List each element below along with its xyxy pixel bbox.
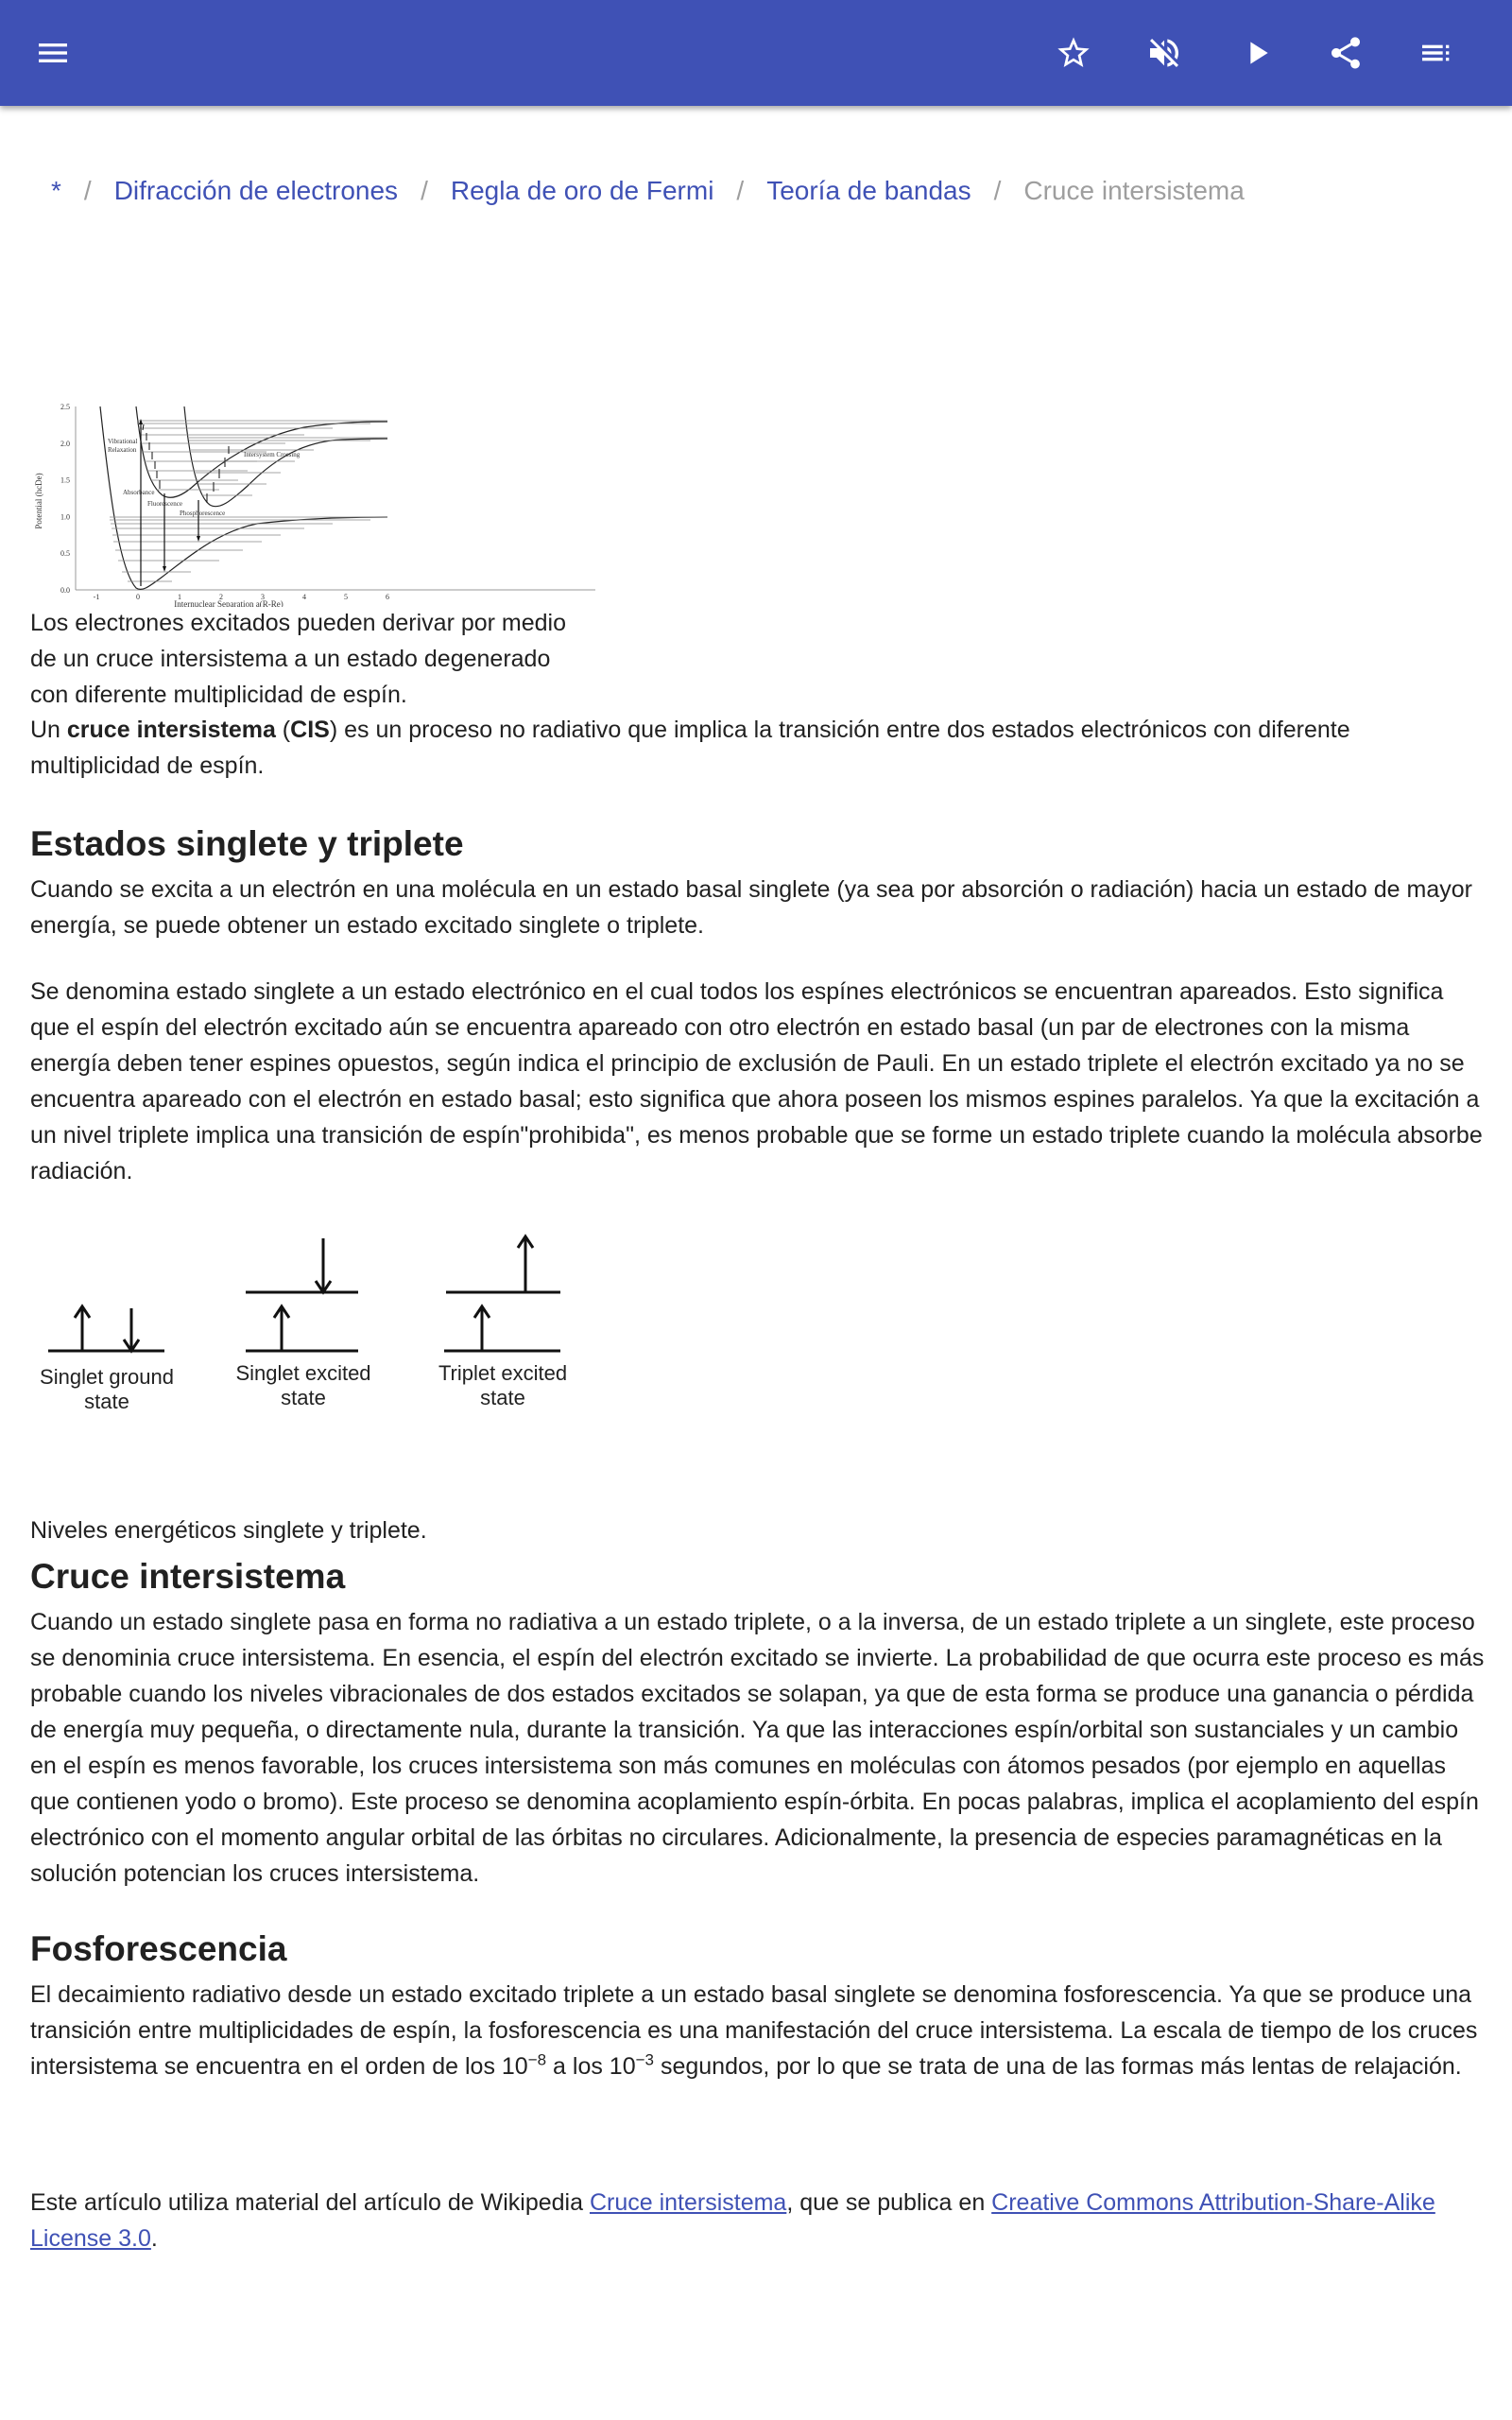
- x-tick-label: 3: [261, 593, 265, 601]
- x-tick-label: 2: [219, 593, 223, 601]
- annotation-absorbance: Absorbance: [123, 489, 155, 496]
- section-title-intersystem-crossing: Cruce intersistema: [30, 1557, 346, 1596]
- x-tick-label: 5: [344, 593, 348, 601]
- label-singlet-ground-line1: Singlet ground: [40, 1365, 174, 1389]
- breadcrumb-separator: /: [993, 176, 1002, 205]
- figure2-caption: Niveles energéticos singlete y triplete.: [30, 1517, 427, 1544]
- intro-paragraph: [30, 712, 1486, 784]
- y-tick-label: 1.5: [60, 475, 70, 485]
- label-singlet-ground-line2: state: [84, 1390, 129, 1413]
- y-tick-label: 2.5: [60, 403, 70, 411]
- energy-levels-diagram[interactable]: [30, 1221, 597, 1477]
- y-tick-label: 0.0: [60, 586, 70, 595]
- y-tick-label: 2.0: [60, 439, 70, 448]
- section-title-phosphorescence: Fosforescencia: [30, 1929, 287, 1968]
- footer-text: Este artículo utiliza material del artículo de Wikipedia: [30, 2189, 590, 2216]
- caption-line: con diferente multiplicidad de espín.: [30, 682, 407, 708]
- breadcrumb-item-teoria-bandas[interactable]: Teoría de bandas: [766, 176, 971, 205]
- x-axis-label: Internuclear Separation a(R-Re): [174, 599, 284, 607]
- share-button[interactable]: [1319, 26, 1372, 79]
- caption-line: Los electrones excitados pueden derivar por medio: [30, 610, 567, 636]
- intro-abbreviation: CIS: [290, 717, 330, 743]
- breadcrumb-item-regla-oro[interactable]: Regla de oro de Fermi: [450, 176, 714, 205]
- paragraph: Cuando se excita a un electrón en una molécula en un estado basal singlete (ya sea por absorción o radiación) hacia un estado de mayor energía, se puede obtener un estado excitado singlete o triplete.: [30, 876, 1472, 939]
- x-tick-label: 0: [136, 593, 140, 601]
- paragraph: Cuando un estado singlete pasa en forma no radiativa a un estado triplete, o a la inversa, de un estado triplete a un singlete, este proceso se denominia cruce intersistema. En esencia, el espín del electrón excitado se invierte. La probabilidad de que ocurra este proceso es más probable cuando los niveles vibracionales de dos estados excitados se solapan, ya que de esta forma se produce una ganancia o pérdida de energía muy pequeña, o directamente nula, durante la transición. Ya que las interacciones espín/orbital son sustanciales y un cambio en el espín es menos favorable, los cruces intersistema son más comunes en moléculas con átomos pesados (por ejemplo en aquellas que contienen yodo o bromo). Este proceso se denomina acoplamiento espín-órbita. En pocas palabras, implica el acoplamiento del espín electrónico con el momento angular orbital de las órbitas no circulares. Adicionalmente, la presencia de especies paramagnéticas en la solución potencian los cruces intersistema.: [30, 1609, 1485, 1887]
- breadcrumb: [51, 172, 1245, 210]
- section-title-singlet-triplet: Estados singlete y triplete: [30, 824, 464, 863]
- label-singlet-excited-line2: state: [281, 1386, 326, 1409]
- annotation-relaxation: Relaxation: [108, 446, 137, 454]
- breadcrumb-separator: /: [421, 176, 428, 205]
- play-icon: [1238, 34, 1276, 72]
- label-singlet-excited-line1: Singlet excited: [235, 1361, 371, 1385]
- y-tick-labels: [60, 403, 70, 595]
- x-tick-label: 1: [178, 593, 181, 601]
- phosphorescence-arrowhead: [197, 536, 200, 542]
- paragraph-text: segundos, por lo que se trata de una de las formas más lentas de relajación.: [654, 2053, 1462, 2080]
- attribution-footer: [30, 2185, 1486, 2256]
- annotation-phosphorescence: Phosphorescence: [180, 510, 226, 517]
- paragraph: Se denomina estado singlete a un estado electrónico en el cual todos los espínes electrónicos se encuentran apareados. Esto significa que el espín del electrón excitado aún se encuentra apareado con otro electrón en estado basal (un par de electrones con la misma energía deben tener espines opuestos, según indica el principio de exclusión de Pauli. En un estado triplete el electrón excitado ya no se encuentra apareado con el electrón en estado basal; esto significa que ahora poseen los mismos espines paralelos. Ya que la excitación a un nivel triplete implica una transición de espín"prohibida", es menos probable que se forme un estado triplete cuando la molécula absorbe radiación.: [30, 978, 1483, 1184]
- breadcrumb-item-home[interactable]: *: [51, 176, 61, 205]
- share-icon: [1327, 34, 1365, 72]
- mute-button[interactable]: [1138, 26, 1191, 79]
- volume-off-icon: [1145, 34, 1183, 72]
- energy-levels-diagram-svg: [30, 1221, 597, 1477]
- bookmark-button[interactable]: [1047, 26, 1100, 79]
- figure1-caption: [30, 605, 616, 713]
- star-outline-icon: [1055, 34, 1092, 72]
- menu-icon: [34, 34, 72, 72]
- menu-button[interactable]: [26, 26, 79, 79]
- wikipedia-article-link[interactable]: Cruce intersistema: [589, 2189, 787, 2216]
- absorbance-arrowhead: [139, 419, 143, 424]
- app-bar: [0, 0, 1512, 106]
- fluorescence-arrowhead: [163, 566, 166, 572]
- paragraph-text: El decaimiento radiativo desde un estado excitado triplete a un estado basal singlete se denomina fosforescencia. Ya que se produce una transición entre multiplicidades de espín, la fosforescencia es una manifestación del cruce intersistema. La escala de tiempo de los cruces intersistema se encuentra en el orden de los 10: [30, 1981, 1478, 2080]
- play-button[interactable]: [1230, 26, 1283, 79]
- playlist-icon: [1418, 34, 1455, 72]
- footer-text: .: [150, 2225, 158, 2252]
- y-tick-label: 0.5: [60, 549, 70, 559]
- y-tick-label: 1.0: [60, 512, 70, 522]
- intro-text: ) es un proceso no radiativo que implica la transición entre dos estados electrónicos con diferente multiplicidad de espín.: [30, 717, 1350, 779]
- annotation-fluorescence: Fluorescence: [147, 500, 182, 508]
- intro-text: Un: [30, 717, 67, 743]
- y-axis-label: Potential (hcDe): [34, 473, 43, 529]
- potential-energy-diagram[interactable]: [30, 248, 597, 607]
- intro-term: cruce intersistema: [66, 717, 276, 743]
- label-triplet-excited-line1: Triplet excited: [438, 1361, 568, 1385]
- breadcrumb-current: Cruce intersistema: [1023, 176, 1245, 205]
- table-of-contents-button[interactable]: [1410, 26, 1463, 79]
- paragraph: [30, 1977, 1486, 2084]
- x-tick-label: 6: [386, 593, 389, 601]
- exponent: −8: [527, 2050, 547, 2069]
- footer-text: , que se publica en: [786, 2189, 992, 2216]
- ground-vibrational-levels: [110, 517, 387, 581]
- breadcrumb-item-difraccion[interactable]: Difracción de electrones: [113, 176, 399, 205]
- vibrational-relaxation-arrows: [143, 424, 229, 503]
- potential-energy-diagram-svg: [30, 248, 597, 607]
- caption-line: de un cruce intersistema a un estado degenerado: [30, 646, 551, 672]
- intro-text: (: [275, 717, 291, 743]
- license-link[interactable]: Creative Commons Attribution-Share-Alike License 3.0: [30, 2189, 1435, 2252]
- x-tick-label: -1: [93, 593, 100, 601]
- annotation-intersystem-crossing: Intersystem Crossing: [244, 451, 301, 458]
- breadcrumb-separator: /: [736, 176, 745, 205]
- paragraph-text: a los 10: [546, 2053, 636, 2080]
- x-tick-label: 4: [302, 593, 306, 601]
- label-triplet-excited-line2: state: [480, 1386, 525, 1409]
- breadcrumb-separator: /: [83, 176, 92, 205]
- ground-state-curve: [100, 406, 387, 590]
- annotation-vibrational: Vibrational: [108, 438, 138, 445]
- exponent: −3: [635, 2050, 655, 2069]
